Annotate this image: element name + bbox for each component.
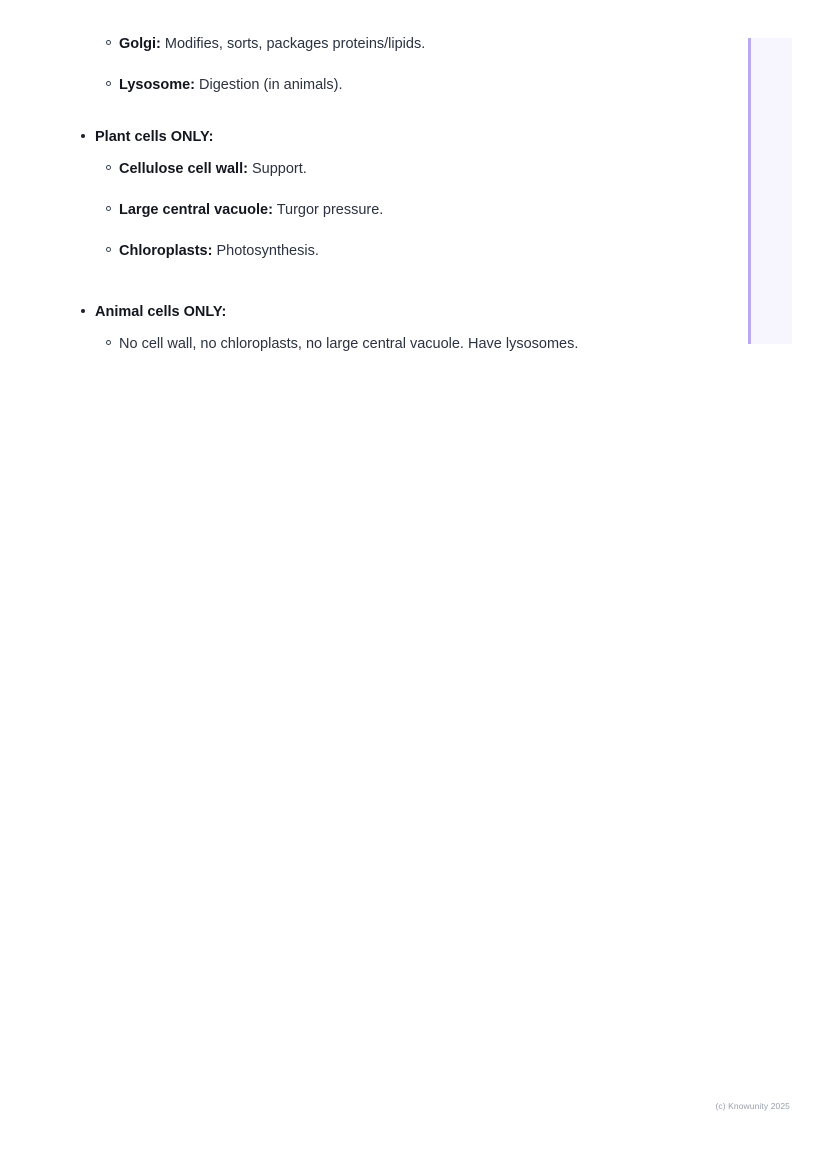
plant-cells-list xyxy=(0,159,700,262)
term-label: Large central vacuole: xyxy=(119,202,273,218)
bullet-icon xyxy=(106,206,111,211)
bullet-icon xyxy=(106,247,111,252)
bullet-icon xyxy=(106,340,111,345)
bullet-icon xyxy=(106,40,111,45)
footer-copyright: (c) Knowunity 2025 xyxy=(715,1101,790,1111)
bullet-icon xyxy=(106,81,111,86)
list-item xyxy=(0,75,700,97)
section-heading: Animal cells ONLY: xyxy=(95,303,227,320)
group-heading-item xyxy=(0,302,700,324)
term-label: Cellulose cell wall: xyxy=(119,161,248,178)
accent-bar xyxy=(748,38,751,344)
organelle-list xyxy=(0,34,700,97)
term-description: Photosynthesis. xyxy=(212,242,319,259)
term-label: Lysosome: xyxy=(119,76,196,93)
term-description: Support. xyxy=(247,161,307,178)
list-item xyxy=(0,34,700,56)
list-item xyxy=(0,334,700,356)
bullet-icon xyxy=(81,134,85,138)
term-description: No cell wall, no chloroplasts, no large central vacuole. Have lysosomes. xyxy=(119,336,579,353)
term-description: Turgor pressure. xyxy=(272,202,384,218)
animal-cells-group xyxy=(0,302,700,324)
spacer xyxy=(0,323,700,334)
list-item xyxy=(0,200,700,222)
spacer xyxy=(0,282,700,302)
section-heading: Plant cells ONLY: xyxy=(95,128,214,145)
list-item xyxy=(0,159,700,181)
group-heading-item xyxy=(0,127,700,149)
bullet-icon xyxy=(81,309,85,313)
term-label: Chloroplasts: xyxy=(119,242,213,259)
plant-cells-group xyxy=(0,127,700,149)
spacer xyxy=(0,116,700,127)
bullet-icon xyxy=(106,165,111,170)
document-content xyxy=(0,0,700,375)
term-label: Golgi: xyxy=(119,36,161,52)
term-description: Modifies, sorts, packages proteins/lipids. xyxy=(160,36,426,52)
list-item xyxy=(0,241,700,263)
decorative-side-panel xyxy=(748,38,792,344)
spacer xyxy=(0,148,700,159)
term-description: Digestion (in animals). xyxy=(195,76,343,93)
animal-cells-list xyxy=(0,334,700,356)
